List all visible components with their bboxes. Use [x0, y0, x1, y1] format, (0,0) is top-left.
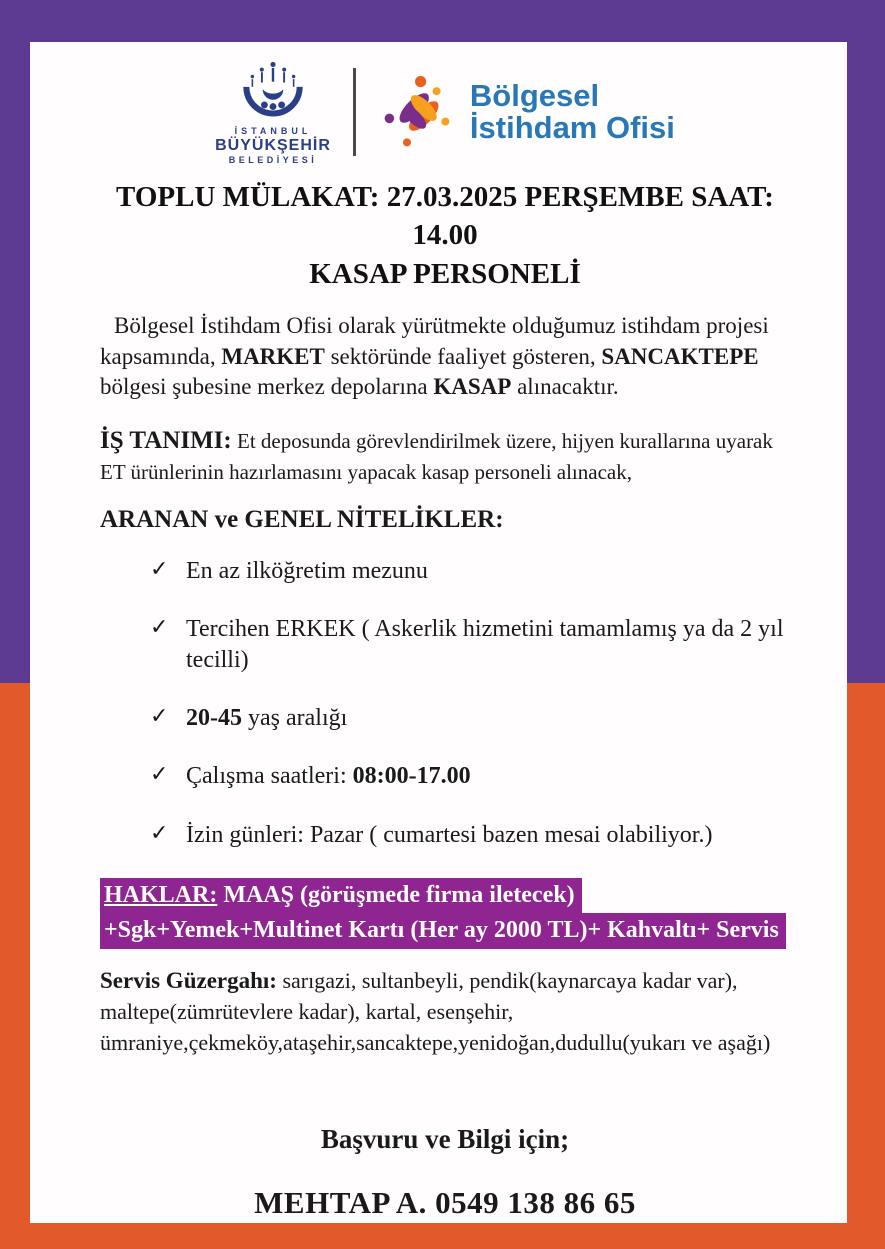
- intro-bold-sancaktepe: SANCAKTEPE: [601, 343, 759, 369]
- service-route-label: Servis Güzergahı:: [100, 967, 277, 993]
- border-bottom: [0, 1223, 885, 1249]
- item-text: yaş aralığı: [242, 705, 348, 732]
- bio-text-bolgesel: Bölgesel: [469, 78, 600, 114]
- ibb-text-istanbul: İSTANBUL: [234, 125, 312, 136]
- item-text: Tercihen ERKEK ( Askerlik hizmetini tamamlamış ya da 2 yıl tecilli): [186, 615, 784, 673]
- border-right-orange: [847, 683, 885, 1249]
- check-icon: ✓: [150, 704, 169, 730]
- footer: [100, 1124, 790, 1221]
- benefits-line-1: [100, 878, 790, 913]
- item-text: Çalışma saatleri:: [186, 763, 353, 790]
- ibb-logo: [215, 60, 331, 165]
- checklist-item: [150, 556, 790, 587]
- item-bold: 20-45: [186, 705, 242, 732]
- job-description: [100, 423, 790, 487]
- service-route: [100, 965, 790, 1059]
- job-text: Et deposunda görevlendirilmek üzere, hijyen kurallarına uyarak ET ürünlerinin hazırlamasını yapacak kasap personeli alınacak,: [100, 429, 773, 485]
- ibb-text-belediyesi: BELEDİYESİ: [228, 154, 318, 165]
- intro-text: alınacaktır.: [511, 374, 619, 400]
- intro-text: bölgesi şubesine merkez depolarına: [100, 374, 434, 400]
- intro-bold-market: MARKET: [221, 343, 325, 369]
- border-right-purple: [847, 0, 885, 683]
- bio-text-istihdam-ofisi: İstihdam Ofisi: [469, 110, 675, 145]
- item-bold: 08:00-17.00: [352, 763, 471, 790]
- bio-logo: [378, 72, 675, 152]
- contact-name-phone: MEHTAP A. 0549 138 86 65: [254, 1185, 636, 1221]
- item-text: En az ilköğretim mezunu: [186, 557, 428, 584]
- checklist: [100, 556, 790, 851]
- service-route-text: sarıgazi, sultanbeyli, pendik(kaynarcaya kadar var), maltepe(zümrütevlere kadar), kartal, esenşehir,: [100, 967, 738, 1024]
- service-route-text: ümraniye,çekmeköy,ataşehir,sancaktepe,yenidoğan,dudullu(yukarı ve aşağı): [100, 1029, 771, 1055]
- checklist-item: [150, 614, 790, 676]
- ibb-logo-text: [215, 124, 331, 165]
- bio-swirl-icon: [378, 72, 460, 152]
- title-line-2: KASAP PERSONELİ: [309, 257, 581, 290]
- haklar-label: HAKLAR:: [104, 881, 218, 908]
- job-label: İŞ TANIMI:: [100, 427, 232, 455]
- intro-paragraph: [100, 311, 790, 403]
- ibb-emblem-icon: [230, 60, 316, 124]
- haklar-text: MAAŞ (görüşmede firma iletecek): [217, 881, 575, 908]
- checklist-item: [150, 820, 790, 851]
- ibb-text-buyuksehir: BÜYÜKŞEHİR: [215, 136, 331, 154]
- section-heading: ARANAN ve GENEL NİTELİKLER:: [100, 505, 504, 533]
- check-icon: ✓: [150, 614, 169, 640]
- benefits-highlight: [100, 878, 790, 949]
- border-left-orange: [0, 683, 30, 1249]
- check-icon: ✓: [150, 556, 169, 582]
- item-text: İzin günleri: Pazar ( cumartesi bazen mesai olabiliyor.): [186, 821, 713, 848]
- border-left-purple: [0, 0, 30, 683]
- checklist-item: [150, 703, 790, 734]
- page-title: [100, 178, 790, 293]
- intro-bold-kasap: KASAP: [433, 374, 512, 400]
- logo-divider: [353, 68, 356, 156]
- title-line-1: TOPLU MÜLAKAT: 27.03.2025 PERŞEMBE SAAT: 14.00: [116, 181, 774, 252]
- check-icon: ✓: [150, 762, 169, 788]
- check-icon: ✓: [150, 820, 169, 846]
- header: [100, 56, 790, 168]
- flyer-content: [30, 42, 847, 1223]
- intro-text: Bölgesel İstihdam Ofisi olarak yürütmekte olduğumuz istihdam projesi kapsamında,: [100, 312, 769, 369]
- checklist-item: [150, 761, 790, 792]
- intro-text: sektöründe faaliyet gösteren,: [324, 343, 602, 369]
- benefits-line-2: [100, 913, 790, 948]
- haklar-text-2: +Sgk+Yemek+Multinet Kartı (Her ay 2000 TL)+ Kahvaltı+ Servis: [100, 913, 786, 948]
- border-top: [0, 0, 885, 42]
- bio-logo-text: [470, 80, 675, 143]
- application-info-label: Başvuru ve Bilgi için;: [320, 1124, 570, 1155]
